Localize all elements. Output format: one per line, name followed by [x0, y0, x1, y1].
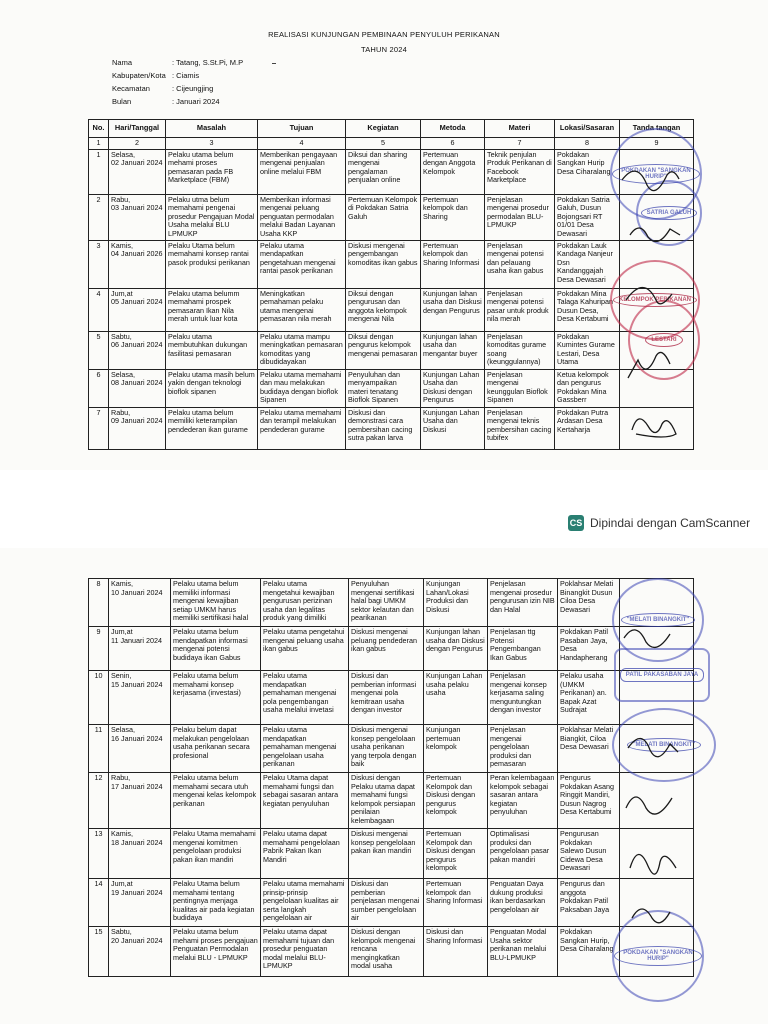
column-header: Materi — [485, 120, 555, 138]
row-materi: Penjelasan mengenai potensi dan pelauang usaha ikan gabus — [485, 240, 555, 288]
row-masalah: Pelaku Utama memahami mengenai komitmen pengelolaan produksi pakan ikan mandiri — [171, 829, 261, 879]
row-lokasi: Pokdakan Putra Ardasan Desa Kertaharja — [555, 407, 620, 449]
row-date: Jum,at 05 Januari 2024 — [109, 288, 166, 331]
table-row — [89, 879, 694, 927]
info-value: : Cijeungjing — [172, 84, 214, 93]
activity-table-1 — [88, 119, 694, 450]
stamp-text: POKDAKAN "SANGKAN HURIP" — [612, 164, 700, 184]
row-kegiatan: Diskusi dengan Pelaku utama dapat memahami fungsi kelompok persiapan penilaian kelembagaan — [349, 773, 424, 829]
column-number: 5 — [346, 138, 421, 150]
row-number: 10 — [89, 671, 109, 725]
row-tujuan: Memberikan informasi mengenai peluang penguatan permodalan melalui Badan Layanan Usaha KKP — [258, 194, 346, 240]
row-materi: Penjelasan mengenai potensi pasar untuk produk nila merah — [485, 288, 555, 331]
row-kegiatan: Diskusi dan demonstrasi cara pembersihan cacing sutra pakan larva — [346, 407, 421, 449]
row-materi: Penjelasan mengenai konsep kerjasama saling menguntungkan dengan investor — [488, 671, 558, 725]
table-row — [89, 927, 694, 977]
row-metoda: Diskusi dan Sharing Informasi — [424, 927, 488, 977]
info-value: : Januari 2024 — [172, 97, 220, 106]
row-lokasi: Pengurus dan anggota Pokdakan Patil Paksaban Jaya — [558, 879, 620, 927]
row-kegiatan: Diskusi dengan kelompok mengenai rencana mengingkatkan modal usaha — [349, 927, 424, 977]
table-header-row — [89, 120, 694, 138]
row-date: Rabu, 09 Januari 2024 — [109, 407, 166, 449]
row-masalah: Pelaku utama belum memahami konsep kerjasama (investasi) — [171, 671, 261, 725]
row-materi: Penjelasan mengenai teknis pembersihan cacing tubifex — [485, 407, 555, 449]
column-number: 9 — [620, 138, 694, 150]
row-metoda: Kunjungan Lahan/Lokasi Produksi dan Diskusi — [424, 579, 488, 627]
stamp-text: "MELATI BINANGKIT" — [627, 738, 702, 752]
document-page-1 — [0, 0, 768, 470]
row-tujuan: Pelaku utama mengetahui kewajiban pengurusan perizinan usaha dan legalitas produk yang dimiliki — [261, 579, 349, 627]
row-kegiatan: Diksui dengan pengurus kelompok mengenai pemasaran — [346, 331, 421, 369]
row-tujuan: Memberikan pengayaan mengenai penjualan online melalui FBM — [258, 149, 346, 194]
row-number: 14 — [89, 879, 109, 927]
table-row — [89, 579, 694, 627]
row-metoda: Kunjungan Lahan usaha pelaku usaha — [424, 671, 488, 725]
row-masalah: Pelaku utama belum memiliki keterampilan pendederan ikan gurame — [166, 407, 258, 449]
row-metoda: Pertemuan kelompok dan Sharing Informasi — [424, 879, 488, 927]
row-lokasi: Pokdakan Sangkan Hurip, Desa Ciharalang — [558, 927, 620, 977]
row-masalah: Pelaku utama belum mehami proses pengajuan Penguatan Permodalan melalui BLU - LPMUKP — [171, 927, 261, 977]
row-lokasi: Pokdakan Mina Talaga Kahuripan Dusun Desa, Desa Kertabumi — [555, 288, 620, 331]
row-kegiatan: Diskusi mengenai konsep pengelolaan usaha perikanan yang terpola dengan baik — [349, 725, 424, 773]
row-tujuan: Pelaku utama dapat memahami pengelolaan Pabrik Pakan Ikan Mandiri — [261, 829, 349, 879]
row-kegiatan: Diskusi mengenai pengembangan komoditas ikan gabus — [346, 240, 421, 288]
info-key: Kecamatan — [112, 84, 150, 93]
row-lokasi: Pengurusan Pokdakan Salewo Dusun Cidewa Desa Dewasari — [558, 829, 620, 879]
row-tujuan: Pelaku utama mendapatkan pengetahuan mengenai rantai pasok perikanan — [258, 240, 346, 288]
stamp-text: KELOMPOK PERIKANAN — [613, 293, 697, 307]
table-row — [89, 773, 694, 829]
row-metoda: Pertemuan Kelompok dan Diskusi dengan pengurus kelompok — [424, 829, 488, 879]
row-lokasi: Pokdakan Satria Galuh, Dusun Bojongsari RT 01/01 Desa Dewasari — [555, 194, 620, 240]
row-masalah: Pelaku belum dapat melakukan pengelolaan usaha perikanan secara profesional — [171, 725, 261, 773]
pen-mark — [272, 63, 276, 64]
row-number: 5 — [89, 331, 109, 369]
row-kegiatan: Diksui dengan pengurusan dan anggota kelompok mengenai Nila — [346, 288, 421, 331]
page-gap — [0, 470, 768, 548]
row-metoda: Kunjungan Lahan Usaha dan Diskusi dengan Pengurus — [421, 369, 485, 407]
row-date: Selasa, 08 Januari 2024 — [109, 369, 166, 407]
row-tujuan: Pelaku Utama dapat memahami fungsi dan sebagai sasaran antara kegiatan penyuluhan — [261, 773, 349, 829]
row-metoda: Kunjungan pertemuan kelompok — [424, 725, 488, 773]
info-row-kabupaten — [112, 69, 243, 82]
activity-table-2 — [88, 578, 694, 977]
row-masalah: Pelaku utama belum memahami secara utuh mengenai kelas kelompok perikanan — [171, 773, 261, 829]
signature-mark — [630, 228, 680, 242]
row-kegiatan: Penyuluhan dan menyampaikan materi tenatang Bioflok Sipanen — [346, 369, 421, 407]
row-number: 4 — [89, 288, 109, 331]
table-row — [89, 407, 694, 449]
row-number: 6 — [89, 369, 109, 407]
signature-mark — [630, 854, 676, 874]
row-metoda: Kunjungan lahan usaha dan mengantar buyer — [421, 331, 485, 369]
row-date: Kamis, 18 Januari 2024 — [109, 829, 171, 879]
table-row — [89, 149, 694, 194]
camscanner-watermark — [568, 514, 750, 532]
row-date: Jum,at 19 Januari 2024 — [109, 879, 171, 927]
officer-info — [112, 56, 243, 108]
row-number: 3 — [89, 240, 109, 288]
camscanner-icon: CS — [568, 515, 584, 531]
column-header: Tujuan — [258, 120, 346, 138]
table-row — [89, 627, 694, 671]
info-value: : Ciamis — [172, 71, 200, 80]
table-row — [89, 288, 694, 331]
row-metoda: Kunjungan lahan usaha dan Diskusi dengan Pengurus — [421, 288, 485, 331]
row-masalah: Pelaku utama belum mendapatkan informasi mengenai potensi budidaya ikan Gabus — [171, 627, 261, 671]
table-row — [89, 829, 694, 879]
row-metoda: Pertemuan dengan Anggota Kelompok — [421, 149, 485, 194]
row-lokasi: Ketua kelompok dan pengurus Pokdakan Mina Gassberr — [555, 369, 620, 407]
row-lokasi: Poklahsar Melati Binangkit Dusun Ciloa Desa Dewasari — [558, 579, 620, 627]
stamp-text: "MELATI BINANGKIT" — [621, 613, 696, 627]
table-row — [89, 331, 694, 369]
row-materi: Penjelasan mengenai keunggulan Bioflok Sipanen — [485, 369, 555, 407]
row-masalah: Pelaku Utama belum memahami konsep rantai pasok produksi perikanan — [166, 240, 258, 288]
row-metoda: Kunjungan lahan usaha dan Diskusi dengan Pengurus — [424, 627, 488, 671]
row-materi: Penguatan Daya dukung produksi ikan berdasarkan pengelolaan air — [488, 879, 558, 927]
row-masalah: Pelaku utma belum memahami pengenai prosedur Pengajuan Modal Usaha melalui BLU LPMUKP — [166, 194, 258, 240]
stamp-text: LESTARI — [645, 333, 682, 347]
table-row — [89, 671, 694, 725]
row-kegiatan: Diskusi mengenai peluang pendederan ikan gabus — [349, 627, 424, 671]
row-materi: Teknik penjulan Produk Perikanan di Facebook Marketplace — [485, 149, 555, 194]
row-materi: Optimalisasi produksi dan pengelolaan pasar pakan mandiri — [488, 829, 558, 879]
row-lokasi: Pelaku usaha (UMKM Perikanan) an. Bapak Azat Sudrajat — [558, 671, 620, 725]
column-number: 8 — [555, 138, 620, 150]
row-date: Kamis, 04 Januari 2026 — [109, 240, 166, 288]
signature-mark — [628, 738, 678, 756]
signature-mark — [628, 352, 670, 378]
info-row-bulan — [112, 95, 243, 108]
row-number: 9 — [89, 627, 109, 671]
row-materi: Penjelasan mengenai pengelolaan produksi dan pemasaran — [488, 725, 558, 773]
column-header: Masalah — [166, 120, 258, 138]
signatures-page-1 — [612, 140, 692, 460]
row-tujuan: Pelaku utama memahami dan terampil melakukan pendederan gurame — [258, 407, 346, 449]
row-number: 2 — [89, 194, 109, 240]
row-date: Kamis, 10 Januari 2024 — [109, 579, 171, 627]
info-row-kecamatan — [112, 82, 243, 95]
row-tujuan: Pelaku utama pengetahui mengenai peluang usaha ikan gabus — [261, 627, 349, 671]
row-lokasi: Poklahsar Melati Biangkit, Ciloa Desa Dewasari — [558, 725, 620, 773]
column-number: 1 — [89, 138, 109, 150]
column-number: 7 — [485, 138, 555, 150]
column-number-row — [89, 138, 694, 150]
signatures-page-2 — [612, 608, 692, 938]
row-masalah: Pelaku utama masih belum yakin dengan teknologi bioflok sipanen — [166, 369, 258, 407]
column-number: 3 — [166, 138, 258, 150]
row-date: Sabtu, 06 Januari 2024 — [109, 331, 166, 369]
column-header: Metoda — [421, 120, 485, 138]
row-number: 7 — [89, 407, 109, 449]
row-kegiatan: Penyuluhan mengenai sertifikasi halal bagi UMKM sektor kelautan dan pearikanan — [349, 579, 424, 627]
row-date: Rabu, 17 Januari 2024 — [109, 773, 171, 829]
table-row — [89, 725, 694, 773]
column-header: No. — [89, 120, 109, 138]
row-kegiatan: Diksui dan sharing mengenai pengalaman penjualan online — [346, 149, 421, 194]
info-key: Bulan — [112, 97, 132, 106]
camscanner-label: Dipindai dengan CamScanner — [590, 516, 751, 530]
row-materi: Peran kelembagaan kelompok sebagai sasaran antara kegiatan penyuluhan — [488, 773, 558, 829]
row-materi: Penguatan Modal Usaha sektor perikanan melalui BLU-LPMUKP — [488, 927, 558, 977]
row-number: 11 — [89, 725, 109, 773]
signature-mark — [624, 630, 670, 648]
document-year: TAHUN 2024 — [360, 45, 408, 54]
document-page-2 — [0, 548, 768, 1024]
row-masalah: Pelaku utama belumm memahami prospek pemasaran Ikan Nila merah untuk luar kota — [166, 288, 258, 331]
row-masalah: Pelaku utama membutuhkan dukungan fasilitasi pemasaran — [166, 331, 258, 369]
row-tujuan: Pelaku utama mendapatkan pemahaman mengenai pola pengembangan usaha melalui invetasi — [261, 671, 349, 725]
row-tujuan: Pelaku utama dapat memahami tujuan dan prosedur penguatan modal melalui BLU-LPMUKP — [261, 927, 349, 977]
stamp-text: POKDAKAN "SANGKAN HURIP" — [614, 946, 702, 966]
row-date: Selasa, 02 Januari 2024 — [109, 149, 166, 194]
row-kegiatan: Diskusi mengenai konsep pengelolaan pakan ikan mandiri — [349, 829, 424, 879]
column-header: Tanda tangan — [620, 120, 694, 138]
row-date: Selasa, 16 Januari 2024 — [109, 725, 171, 773]
row-metoda: Pertemuan Kelompok dan Diskusi dengan pengurus kelompok — [424, 773, 488, 829]
row-date: Rabu, 03 Januari 2024 — [109, 194, 166, 240]
column-header: Hari/Tanggal — [109, 120, 166, 138]
row-materi: Penjelasan komoditas gurame soang (keunggulannya) — [485, 331, 555, 369]
row-materi: Penjelasan mengenai prosedur permodalan BLU-LPMUKP — [485, 194, 555, 240]
row-date: Jum,at 11 Januari 2024 — [109, 627, 171, 671]
row-kegiatan: Diskusi dan pemberian informasi mengenai pola kemitraan usaha dengan investor — [349, 671, 424, 725]
table-row — [89, 240, 694, 288]
row-number: 8 — [89, 579, 109, 627]
column-header: Lokasi/Sasaran — [555, 120, 620, 138]
row-masalah: Pelaku utama belum mehami proses pemasaran pada FB Marketplace (FBM) — [166, 149, 258, 194]
row-number: 12 — [89, 773, 109, 829]
row-number: 15 — [89, 927, 109, 977]
info-key: Nama — [112, 58, 133, 67]
row-metoda: Kunjungan Lahan Usaha dan Diskusi — [421, 407, 485, 449]
row-materi: Penjelasan ttg Potensi Pengembangan Ikan Gabus — [488, 627, 558, 671]
row-metoda: Pertemuan kelompok dan Sharing Informasi — [421, 240, 485, 288]
row-tujuan: Pelaku utama mendapatkan pemahaman mengenai pengelolaan usaha perikanan — [261, 725, 349, 773]
signature-mark — [632, 419, 676, 437]
row-kegiatan: Pertemuan Kelompok di Pokdakan Satria Galuh — [346, 194, 421, 240]
table-body-1 — [89, 149, 694, 449]
stamp-text: PATIL PAKASABAN JAYA — [620, 668, 704, 682]
row-masalah: Pelaku Utama belum memahami tentang pentingnya menjaga kualitas air pada kegiatan budidaya — [171, 879, 261, 927]
row-masalah: Pelaku utama belum memiliki informasi mengenai kewajiban setiap UMKM harus memiliki sertifikasi halal — [171, 579, 261, 627]
row-kegiatan: Diskusi dan pemberian penjelasan mengenai sumber pengelolaan air — [349, 879, 424, 927]
signature-mark — [622, 171, 679, 191]
row-date: Sabtu, 20 Januari 2024 — [109, 927, 171, 977]
column-number: 2 — [109, 138, 166, 150]
signature-mark — [626, 288, 672, 304]
stamp-text: SATRIA GALUH — [641, 206, 698, 220]
row-number: 1 — [89, 149, 109, 194]
signature-mark — [632, 909, 670, 923]
row-lokasi: Pokdakan Kumintes Gurame Lestari, Desa Utama — [555, 331, 620, 369]
column-number: 4 — [258, 138, 346, 150]
row-lokasi: Pokdakan Lauk Kandaga Nanjeur Dsn Kandanggajah Desa Dewasari — [555, 240, 620, 288]
row-lokasi: Pengurus Pokdakan Asang Ringgit Mandiri, Dusun Nagrog Desa Kertabumi — [558, 773, 620, 829]
row-metoda: Pertemuan kelompok dan Sharing — [421, 194, 485, 240]
column-header: Kegiatan — [346, 120, 421, 138]
info-key: Kabupaten/Kota — [112, 71, 166, 80]
row-lokasi: Pokdakan Sangkan Hurip Desa Ciharalang — [555, 149, 620, 194]
info-value: : Tatang, S.St.Pi, M.P — [172, 58, 244, 67]
info-row-nama — [112, 56, 243, 69]
column-number: 6 — [421, 138, 485, 150]
row-lokasi: Pokdakan Patil Pasaban Jaya, Desa Handapherang — [558, 627, 620, 671]
document-title: REALISASI KUNJUNGAN PEMBINAAN PENYULUH PERIKANAN — [268, 30, 500, 39]
row-date: Senin, 15 Januari 2024 — [109, 671, 171, 725]
row-tujuan: Pelaku utama memahami prinsip-prinsip pengelolaan kualitas air serta langkah pengelolaan air — [261, 879, 349, 927]
table-row — [89, 369, 694, 407]
row-tujuan: Pelaku utama mampu meningkatkan pemasaran komoditas yang dibudidayakan — [258, 331, 346, 369]
table-row — [89, 194, 694, 240]
row-number: 13 — [89, 829, 109, 879]
signature-mark — [626, 797, 672, 814]
table-body-2 — [89, 579, 694, 977]
row-tujuan: Pelaku utama memahami dan mau melakukan budidaya dengan bioflok Sipanen — [258, 369, 346, 407]
row-tujuan: Meningkatkan pemahaman pelaku utama mengenai pemasaran nila merah — [258, 288, 346, 331]
row-materi: Penjelasan mengenai prosedur pengurusan izin NIB dan Halal — [488, 579, 558, 627]
